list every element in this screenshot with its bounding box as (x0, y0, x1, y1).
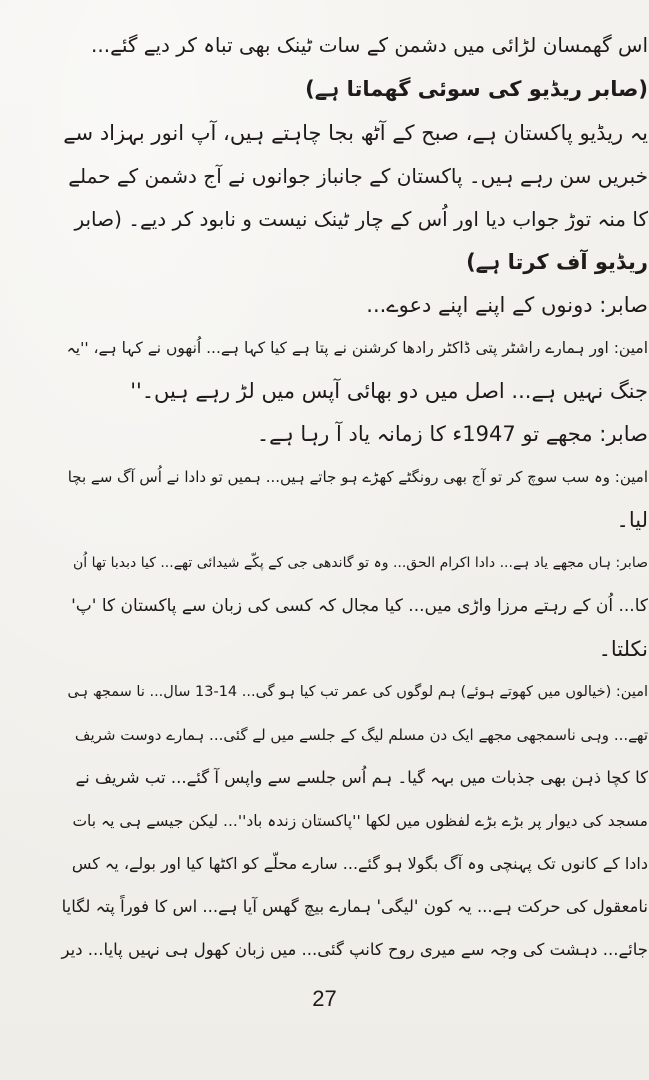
dialogue-line: مسجد کی دیوار پر بڑے بڑے لفظوں میں لکھا ''پاکستان زندہ باد''... لیکن جیسے ہی یہ بات (72, 812, 648, 830)
text-line: خبریں سن رہے ہیں۔ پاکستان کے جانباز جوانوں نے آج دشمن کے حملے (68, 164, 648, 188)
dialogue-line: نامعقول کی حرکت ہے... یہ کون 'لیگی' ہمارے بیچ گھس آیا ہے... اس کا فوراً پتہ لگایا (61, 897, 648, 916)
dialogue-line: صابر: ہاں مجھے یاد ہے... دادا اکرام الحق... وہ تو گاندھی جی کے پکّے شیدائی تھے... کیا دبدبا تھا اُن (72, 555, 648, 571)
dialogue-line: تھے... وہی ناسمجھی مجھے ایک دن مسلم لیگ کے جلسے میں لے گئی... ہمارے دوست شریف (74, 726, 648, 744)
stage-direction: ریڈیو آف کرتا ہے) (466, 250, 648, 274)
dialogue-line: امین: (خیالوں میں کھوتے ہوئے) ہم لوگوں کی عمر تب کیا ہو گی... 14-13 سال... نا سمجھ ہی (67, 684, 648, 700)
dialogue-line: صابر: مجھے تو 1947ء کا زمانہ یاد آ رہا ہے۔ (256, 422, 648, 446)
dialogue-line: امین: وہ سب سوچ کر تو آج بھی رونگٹے کھڑے ہو جاتے ہیں... ہمیں تو دادا نے اُس آگ سے بچا (67, 468, 648, 486)
dialogue-line: جنگ نہیں ہے... اصل میں دو بھائی آپس میں لڑ رہے ہیں۔'' (130, 379, 648, 403)
dialogue-line: صابر: دونوں کے اپنے اپنے دعوے... (366, 293, 648, 317)
text-line: یہ ریڈیو پاکستان ہے، صبح کے آٹھ بجا چاہتے ہیں، آپ انور بہزاد سے (63, 121, 648, 145)
dialogue-line: امین: اور ہمارے راشٹر پتی ڈاکٹر رادھا کرشنن نے پتا ہے کیا کہا ہے... اُنھوں نے کہا ہے، ''یہ (66, 339, 648, 357)
stage-direction: (صابر ریڈیو کی سوئی گھماتا ہے) (305, 77, 648, 101)
dialogue-line: لیا۔ (616, 508, 648, 532)
dialogue-line: کا... اُن کے رہتے مرزا واڑی میں... کیا مجال کہ کسی کی زبان سے پاکستان کا 'پ' (71, 596, 648, 616)
dialogue-line: جائے... دہشت کی وجہ سے میری روح کانپ گئی... میں زبان کھول ہی نہیں پایا... دیر (61, 940, 648, 959)
dialogue-line: دادا کے کانوں تک پہنچی وہ آگ بگولا ہو گئے... سارے محلّے کو اکٹھا کیا اور بولے، یہ کس (71, 854, 648, 873)
text-line: کا منہ توڑ جواب دیا اور اُس کے چار ٹینک نیست و نابود کر دیے۔ (صابر (74, 207, 648, 231)
dialogue-line: کا کچا ذہن بھی جذبات میں بہہ گیا۔ ہم اُس جلسے سے واپس آ گئے... تب شریف نے (75, 768, 648, 787)
dialogue-line: نکلتا۔ (598, 637, 648, 661)
page-number: 27 (312, 986, 337, 1011)
text-line: اس گھمسان لڑائی میں دشمن کے سات ٹینک بھی تباہ کر دیے گئے... (91, 33, 648, 57)
